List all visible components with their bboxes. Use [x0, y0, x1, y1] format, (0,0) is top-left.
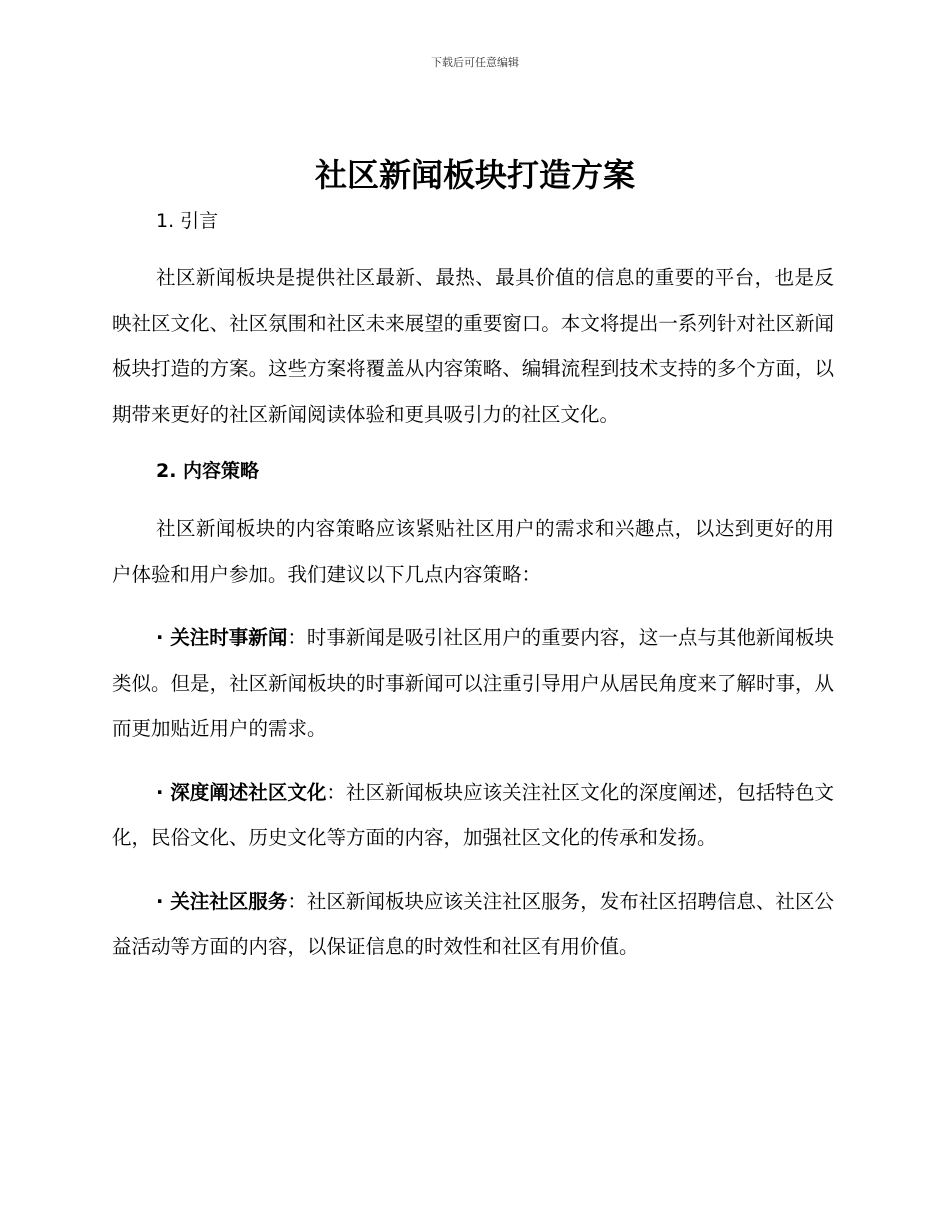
list-item-term: · 关注时事新闻	[156, 626, 288, 649]
intro-paragraph: 社区新闻板块是提供社区最新、最热、最具价值的信息的重要的平台，也是反映社区文化、社区氛围和社区未来展望的重要窗口。本文将提出一系列针对社区新闻板块打造的方案。这些方案将覆盖从内容策略、编辑流程到技术支持的多个方面，以期带来更好的社区新闻阅读体验和更具吸引力的社区文化。	[112, 266, 834, 426]
list-item-term: · 深度阐述社区文化	[156, 780, 327, 804]
section-heading-content-strategy: 2. 内容策略	[156, 460, 260, 482]
list-item-text: ：社区新闻板块应该关注社区文化的深度阐述，包括特色文化，民俗文化、历史文化等方面的内容，加强社区文化的传承和发扬。	[112, 780, 834, 849]
list-item-text: ：社区新闻板块应该关注社区服务，发布社区招聘信息、社区公益活动等方面的内容，以保证信息的时效性和社区有用价值。	[112, 889, 834, 958]
list-item-term: · 关注社区服务	[156, 889, 288, 913]
section-heading-intro: 1. 引言	[156, 210, 219, 232]
document-body	[112, 198, 834, 970]
document-title: 社区新闻板块打造方案	[314, 156, 635, 194]
list-item-community-services	[112, 879, 834, 970]
content-strategy-paragraph: 社区新闻板块的内容策略应该紧贴社区用户的需求和兴趣点，以达到更好的用户体验和用户参加。我们建议以下几点内容策略：	[112, 517, 834, 586]
list-item-text: ：时事新闻是吸引社区用户的重要内容，这一点与其他新闻板块类似。但是，社区新闻板块的时事新闻可以注重引导用户从居民角度来了解时事，从而更加贴近用户的需求。	[112, 626, 834, 740]
header-note: 下载后可任意编辑	[431, 56, 519, 69]
list-item-current-news	[112, 615, 834, 752]
list-item-community-culture	[112, 770, 834, 861]
